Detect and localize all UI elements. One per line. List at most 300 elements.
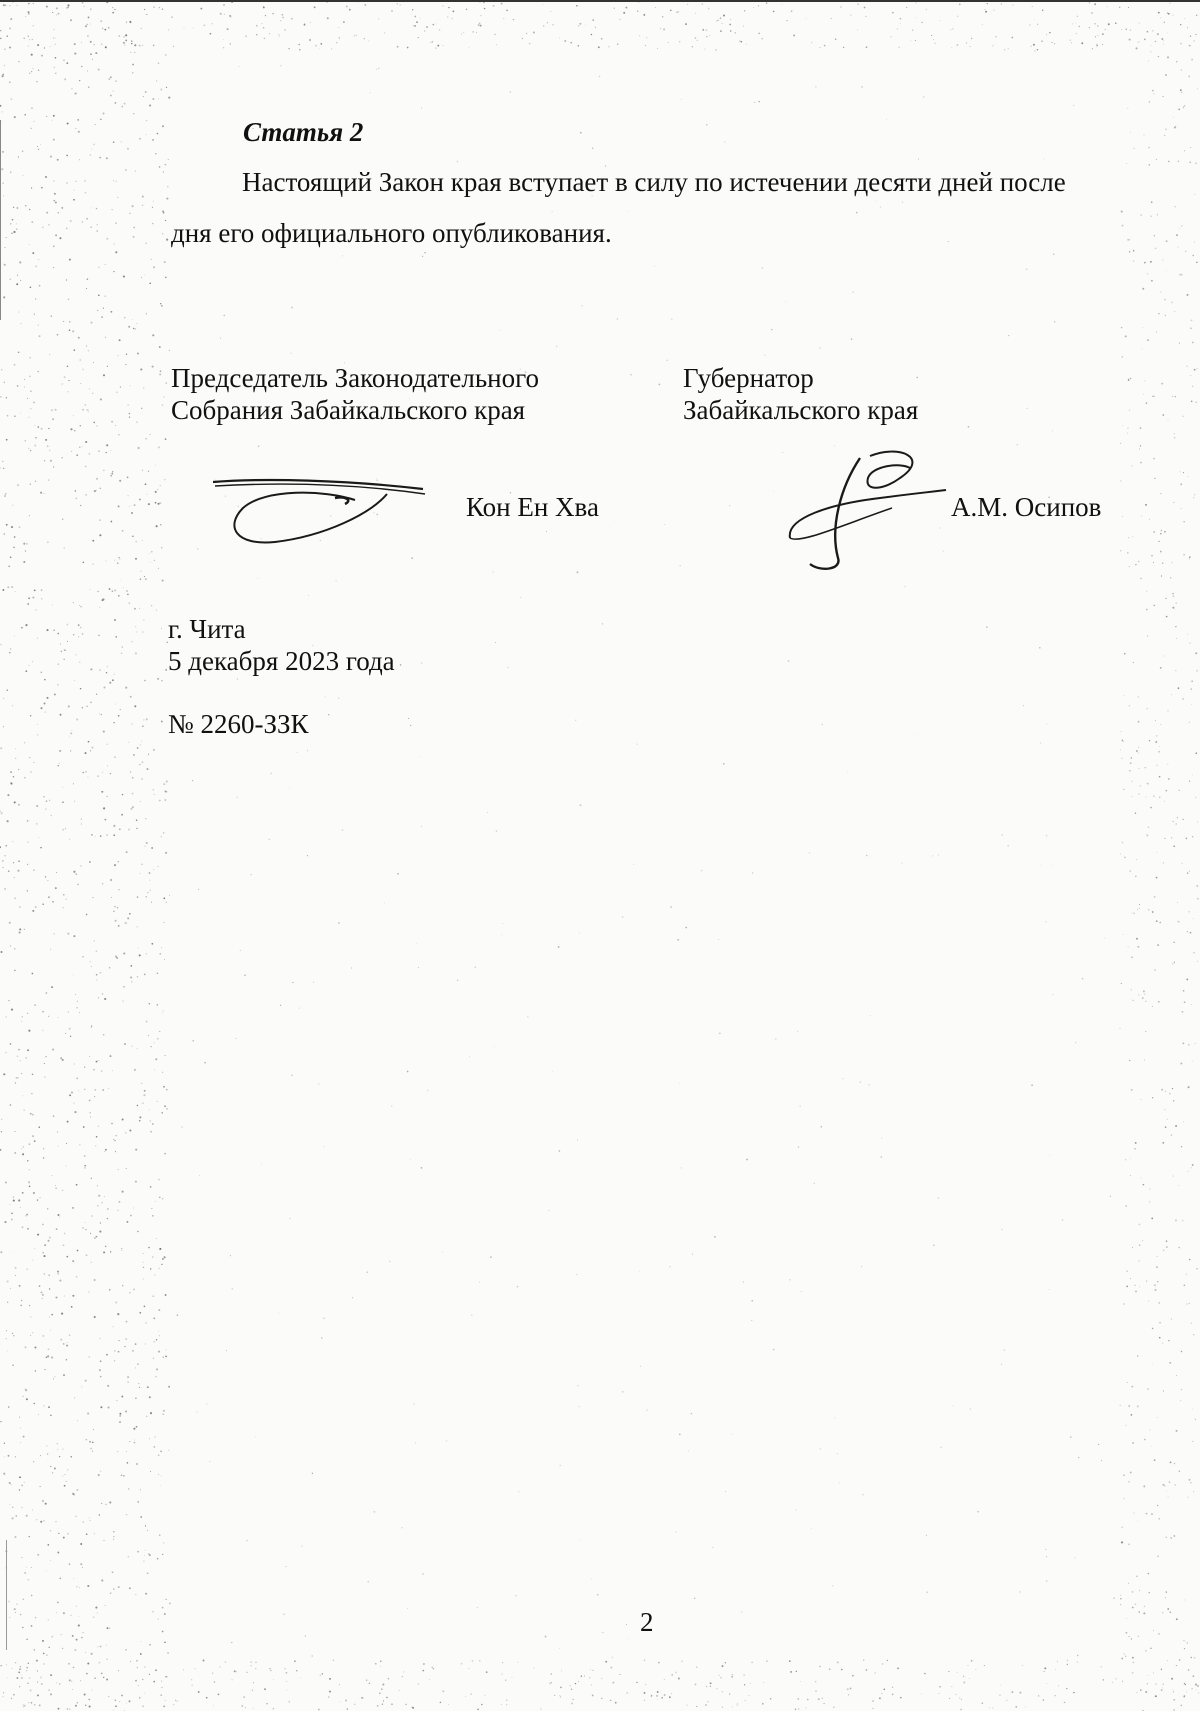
scan-speck xyxy=(1011,37,1013,39)
scan-speck xyxy=(1194,194,1195,195)
scan-speck xyxy=(1138,1260,1140,1262)
scan-speck xyxy=(1038,1695,1039,1696)
scan-speck xyxy=(1182,863,1183,864)
scan-speck xyxy=(48,896,50,898)
scan-speck xyxy=(151,847,153,849)
scan-speck xyxy=(1196,885,1198,887)
scan-speck xyxy=(671,1693,673,1695)
place: г. Чита xyxy=(168,614,246,644)
scan-speck xyxy=(149,1438,150,1439)
scan-speck xyxy=(237,678,238,679)
scan-speck xyxy=(165,277,167,279)
scan-speck xyxy=(1173,1176,1174,1177)
scan-speck xyxy=(130,22,132,24)
scan-speck xyxy=(199,1175,200,1176)
scan-speck xyxy=(48,1619,49,1620)
scan-edge-left xyxy=(0,120,1,320)
scan-speck xyxy=(53,180,55,182)
scan-speck xyxy=(84,1167,86,1169)
scan-speck xyxy=(121,1248,122,1249)
scan-speck xyxy=(163,1010,164,1011)
scan-speck xyxy=(34,1704,35,1705)
scan-speck xyxy=(18,769,19,770)
scan-speck xyxy=(149,553,150,554)
scan-speck xyxy=(112,471,113,472)
scan-speck xyxy=(27,841,28,842)
scan-speck xyxy=(343,21,345,23)
scan-speck xyxy=(73,974,74,975)
scan-speck xyxy=(431,41,433,43)
scan-speck xyxy=(411,557,413,559)
scan-speck xyxy=(132,72,134,74)
scan-speck xyxy=(1133,1513,1134,1514)
scan-speck xyxy=(149,872,151,874)
scan-speck xyxy=(1158,12,1160,14)
scan-speck xyxy=(892,12,893,13)
scan-speck xyxy=(57,334,59,336)
scan-speck xyxy=(114,864,116,866)
scan-speck xyxy=(8,1406,10,1408)
scan-speck xyxy=(1138,696,1139,697)
scan-speck xyxy=(65,828,66,829)
scan-speck xyxy=(150,1120,151,1121)
scan-speck xyxy=(578,1681,579,1682)
scan-speck xyxy=(165,382,167,384)
scan-speck xyxy=(168,1386,170,1388)
scan-speck xyxy=(55,44,56,45)
scan-speck xyxy=(1152,30,1154,32)
scan-speck xyxy=(1138,793,1140,795)
scan-speck xyxy=(84,1089,86,1091)
scan-speck xyxy=(16,5,17,6)
scan-speck xyxy=(1120,854,1121,855)
scan-speck xyxy=(109,1628,110,1629)
scan-speck xyxy=(31,1595,33,1597)
scan-speck xyxy=(926,1591,928,1593)
scan-speck xyxy=(1191,1004,1192,1005)
scan-speck xyxy=(42,1030,43,1031)
scan-speck xyxy=(1179,274,1181,276)
scan-speck xyxy=(1122,1681,1123,1682)
scan-speck xyxy=(71,88,72,89)
scan-speck xyxy=(165,669,167,671)
scan-speck xyxy=(1122,842,1124,844)
scan-speck xyxy=(16,283,18,285)
scan-speck xyxy=(135,652,137,654)
scan-speck xyxy=(52,901,54,903)
scan-speck xyxy=(41,428,43,430)
scan-speck xyxy=(664,1679,665,1680)
scan-speck xyxy=(66,155,68,157)
scan-speck xyxy=(134,1442,136,1444)
scan-speck xyxy=(731,1676,733,1678)
scan-speck xyxy=(126,22,127,23)
scan-speck xyxy=(620,1674,621,1675)
scan-speck xyxy=(66,1143,67,1144)
scan-speck xyxy=(1122,516,1123,517)
scan-speck xyxy=(139,138,141,140)
scan-speck xyxy=(1040,742,1041,743)
scan-speck xyxy=(36,1519,37,1520)
scan-speck xyxy=(1197,822,1198,823)
scan-speck xyxy=(273,1708,275,1710)
scan-speck xyxy=(12,1507,13,1508)
scan-speck xyxy=(63,1537,65,1539)
scan-speck xyxy=(223,315,224,316)
scan-speck xyxy=(58,1017,59,1018)
scan-speck xyxy=(42,1011,44,1013)
scan-speck xyxy=(1176,61,1177,62)
scan-speck xyxy=(373,504,374,505)
scan-speck xyxy=(82,772,83,773)
scan-speck xyxy=(110,1593,111,1594)
scan-speck xyxy=(154,1436,156,1438)
scan-speck xyxy=(108,27,110,29)
scan-speck xyxy=(115,636,117,638)
scan-speck xyxy=(140,873,141,874)
scan-speck xyxy=(2,75,4,77)
scan-speck xyxy=(1155,1695,1157,1697)
scan-speck xyxy=(1195,1419,1196,1420)
scan-speck xyxy=(669,1696,671,1698)
scan-speck xyxy=(1153,458,1155,460)
scan-speck xyxy=(1120,1604,1121,1605)
scan-speck xyxy=(323,1318,324,1319)
scan-speck xyxy=(86,345,87,346)
scan-speck xyxy=(1155,1684,1156,1685)
scan-speck xyxy=(163,212,165,214)
scan-speck xyxy=(883,1688,885,1690)
scan-speck xyxy=(80,383,81,384)
scan-speck xyxy=(968,426,970,428)
scan-speck xyxy=(137,1231,138,1232)
scan-speck xyxy=(86,914,87,915)
scan-speck xyxy=(119,1413,121,1415)
scan-speck xyxy=(1178,921,1180,923)
scan-speck xyxy=(1055,1695,1056,1696)
scan-speck xyxy=(73,190,74,191)
scan-speck xyxy=(723,763,725,765)
scan-speck xyxy=(114,1140,116,1142)
scan-speck xyxy=(1190,36,1191,37)
scan-speck xyxy=(61,207,63,209)
scan-speck xyxy=(720,1677,722,1679)
scan-speck xyxy=(1149,1201,1150,1202)
scan-speck xyxy=(152,139,154,141)
scan-speck xyxy=(1174,437,1175,438)
scan-speck xyxy=(129,417,130,418)
scan-speck xyxy=(32,252,34,254)
scan-speck xyxy=(1190,643,1191,644)
scan-speck xyxy=(657,1691,659,1693)
scan-speck xyxy=(59,1217,60,1218)
scan-speck xyxy=(127,594,129,596)
scan-speck xyxy=(140,801,141,802)
scan-speck xyxy=(64,659,65,660)
scan-speck xyxy=(35,1617,37,1619)
scan-speck xyxy=(1195,1043,1196,1044)
scan-speck xyxy=(380,1666,381,1667)
scan-speck xyxy=(501,935,502,936)
scan-speck xyxy=(36,609,37,610)
scan-speck xyxy=(651,1695,652,1696)
scan-speck xyxy=(30,408,31,409)
scan-speck xyxy=(643,14,645,16)
scan-speck xyxy=(40,1521,42,1523)
scan-speck xyxy=(1187,1497,1188,1498)
scan-speck xyxy=(40,1455,41,1456)
scan-speck xyxy=(578,25,579,26)
scan-speck xyxy=(1163,1390,1164,1391)
scan-speck xyxy=(815,86,816,87)
scan-speck xyxy=(376,514,378,516)
scan-speck xyxy=(63,1244,65,1246)
scan-speck xyxy=(124,317,125,318)
scan-speck xyxy=(69,736,70,737)
scan-speck xyxy=(452,18,453,19)
scan-speck xyxy=(559,1150,561,1152)
scan-speck xyxy=(479,22,481,24)
scan-speck xyxy=(17,1077,19,1079)
scan-speck xyxy=(1126,29,1127,30)
scan-speck xyxy=(645,1684,646,1685)
scan-speck xyxy=(229,15,231,17)
scan-speck xyxy=(1120,443,1121,444)
scan-speck xyxy=(1161,1669,1162,1670)
scan-speck xyxy=(2,111,3,112)
scan-speck xyxy=(1138,721,1140,723)
scan-speck xyxy=(136,819,138,821)
scan-speck xyxy=(82,221,83,222)
scan-speck xyxy=(1077,16,1078,17)
scan-speck xyxy=(403,1671,404,1672)
scan-speck xyxy=(206,1403,207,1404)
article-text-line-2: дня его официального опубликования. xyxy=(171,218,612,248)
scan-speck xyxy=(76,1184,78,1186)
scan-speck xyxy=(1150,1648,1152,1650)
scan-speck xyxy=(1128,1481,1130,1483)
scan-speck xyxy=(14,1608,16,1610)
scan-speck xyxy=(710,1686,711,1687)
scan-speck xyxy=(252,1690,253,1691)
scan-speck xyxy=(99,669,101,671)
scan-speck xyxy=(10,18,12,20)
scan-speck xyxy=(715,49,716,50)
scan-speck xyxy=(320,43,322,45)
scan-speck xyxy=(106,672,107,673)
scan-speck xyxy=(148,1247,150,1249)
scan-speck xyxy=(6,1330,7,1331)
scan-speck xyxy=(93,44,94,45)
scan-speck xyxy=(76,1489,78,1491)
scan-speck xyxy=(60,643,61,644)
scan-speck xyxy=(48,1240,50,1242)
scan-speck xyxy=(62,801,64,803)
scan-speck xyxy=(62,1476,63,1477)
scan-speck xyxy=(501,1704,502,1705)
scan-speck xyxy=(90,1448,92,1450)
scan-speck xyxy=(657,1699,658,1700)
scan-speck xyxy=(1188,911,1189,912)
scan-speck xyxy=(89,1705,91,1707)
scan-speck xyxy=(165,1294,167,1296)
scan-speck xyxy=(48,479,49,480)
scan-speck xyxy=(47,880,48,881)
scan-speck xyxy=(367,1271,368,1272)
scan-speck xyxy=(1126,163,1127,164)
scan-speck xyxy=(1174,1484,1176,1486)
scan-speck xyxy=(98,1060,99,1061)
scan-speck xyxy=(269,839,270,840)
scan-speck xyxy=(415,25,417,27)
scan-speck xyxy=(128,404,129,405)
scan-speck xyxy=(32,1260,33,1261)
scan-speck xyxy=(1127,239,1128,240)
scan-speck xyxy=(1189,722,1190,723)
scan-speck xyxy=(678,1678,680,1680)
scan-speck xyxy=(133,236,135,238)
scan-speck xyxy=(102,1089,104,1091)
scan-speck xyxy=(397,46,399,48)
scan-speck xyxy=(503,923,504,924)
scan-speck xyxy=(69,1334,71,1336)
scan-speck xyxy=(839,1482,840,1483)
scan-speck xyxy=(716,20,717,21)
scan-speck xyxy=(44,47,45,48)
scan-speck xyxy=(64,1233,66,1235)
scan-speck xyxy=(1001,1364,1003,1366)
scan-speck xyxy=(288,48,289,49)
scan-speck xyxy=(128,1556,130,1558)
scan-speck xyxy=(331,48,332,49)
scan-speck xyxy=(138,948,139,949)
scan-speck xyxy=(932,855,933,856)
scan-speck xyxy=(50,1560,51,1561)
scan-speck xyxy=(113,1326,114,1327)
scan-speck xyxy=(173,1704,174,1705)
scan-speck xyxy=(1128,379,1130,381)
scan-speck xyxy=(40,492,42,494)
scan-speck xyxy=(1190,375,1191,376)
scan-speck xyxy=(27,1160,28,1161)
scan-speck xyxy=(782,452,783,453)
scan-speck xyxy=(1131,757,1133,759)
scan-speck xyxy=(237,505,239,507)
scan-speck xyxy=(753,7,754,8)
scan-speck xyxy=(264,38,266,40)
scan-speck xyxy=(1159,922,1161,924)
scan-speck xyxy=(99,157,101,159)
scan-speck xyxy=(48,1016,49,1017)
scan-speck xyxy=(408,718,409,719)
scan-speck xyxy=(34,1248,35,1249)
scan-speck xyxy=(369,41,370,42)
scan-speck xyxy=(622,1391,623,1392)
scan-speck xyxy=(628,1638,629,1639)
scan-speck xyxy=(60,1057,62,1059)
scan-speck xyxy=(11,586,13,588)
scan-speck xyxy=(1181,1011,1183,1013)
scan-speck xyxy=(80,865,81,866)
scan-speck xyxy=(141,740,142,741)
scan-speck xyxy=(349,9,351,11)
scan-speck xyxy=(28,417,29,418)
scan-speck xyxy=(388,1678,390,1680)
scan-speck xyxy=(15,1275,16,1276)
scan-speck xyxy=(142,761,144,763)
scan-speck xyxy=(1167,56,1169,58)
scan-speck xyxy=(971,38,973,40)
scan-speck xyxy=(577,1385,578,1386)
scan-speck xyxy=(1120,1405,1121,1406)
scan-speck xyxy=(74,43,76,45)
scan-speck xyxy=(45,439,47,441)
scan-speck xyxy=(76,1007,77,1008)
scan-speck xyxy=(956,44,958,46)
scan-speck xyxy=(1176,603,1177,604)
scan-speck xyxy=(602,1632,603,1633)
scan-speck xyxy=(1138,1636,1139,1637)
scan-speck xyxy=(851,338,853,340)
scan-speck xyxy=(117,197,118,198)
scan-speck xyxy=(135,1594,136,1595)
scan-speck xyxy=(181,1126,182,1127)
scan-speck xyxy=(22,1627,23,1628)
scan-speck xyxy=(1130,870,1131,871)
scan-speck xyxy=(33,3,34,4)
scan-speck xyxy=(834,1417,835,1418)
scan-speck xyxy=(133,227,135,229)
scan-speck xyxy=(96,208,98,210)
scan-speck xyxy=(1148,909,1149,910)
scan-speck xyxy=(107,1627,109,1629)
scan-speck xyxy=(92,1451,93,1452)
scan-speck xyxy=(126,354,127,355)
scan-speck xyxy=(1127,108,1128,109)
scan-speck xyxy=(551,1682,552,1683)
scan-speck xyxy=(107,1406,109,1408)
scan-speck xyxy=(857,29,858,30)
scan-speck xyxy=(24,742,25,743)
scan-speck xyxy=(150,1412,152,1414)
scan-speck xyxy=(1144,380,1145,381)
scan-speck xyxy=(797,1698,799,1700)
scan-speck xyxy=(73,415,74,416)
scan-speck xyxy=(123,986,125,988)
scan-speck xyxy=(959,3,961,5)
scan-speck xyxy=(1191,1688,1192,1689)
scan-speck xyxy=(1051,865,1052,866)
scan-speck xyxy=(220,338,221,339)
scan-speck xyxy=(1165,1091,1166,1092)
scan-speck xyxy=(86,1673,88,1675)
scan-speck xyxy=(1152,1363,1153,1364)
scan-speck xyxy=(97,310,98,311)
scan-speck xyxy=(142,1103,143,1104)
scan-speck xyxy=(43,1148,44,1149)
scan-speck xyxy=(134,504,136,506)
scan-speck xyxy=(1195,797,1196,798)
scan-speck xyxy=(328,1696,329,1697)
scan-speck xyxy=(9,922,11,924)
scan-speck xyxy=(32,68,33,69)
scan-speck xyxy=(76,1639,78,1641)
scan-speck xyxy=(10,1484,11,1485)
scan-speck xyxy=(7,586,9,588)
scan-speck xyxy=(773,491,774,492)
scan-speck xyxy=(1132,1657,1134,1659)
scan-speck xyxy=(118,557,119,558)
